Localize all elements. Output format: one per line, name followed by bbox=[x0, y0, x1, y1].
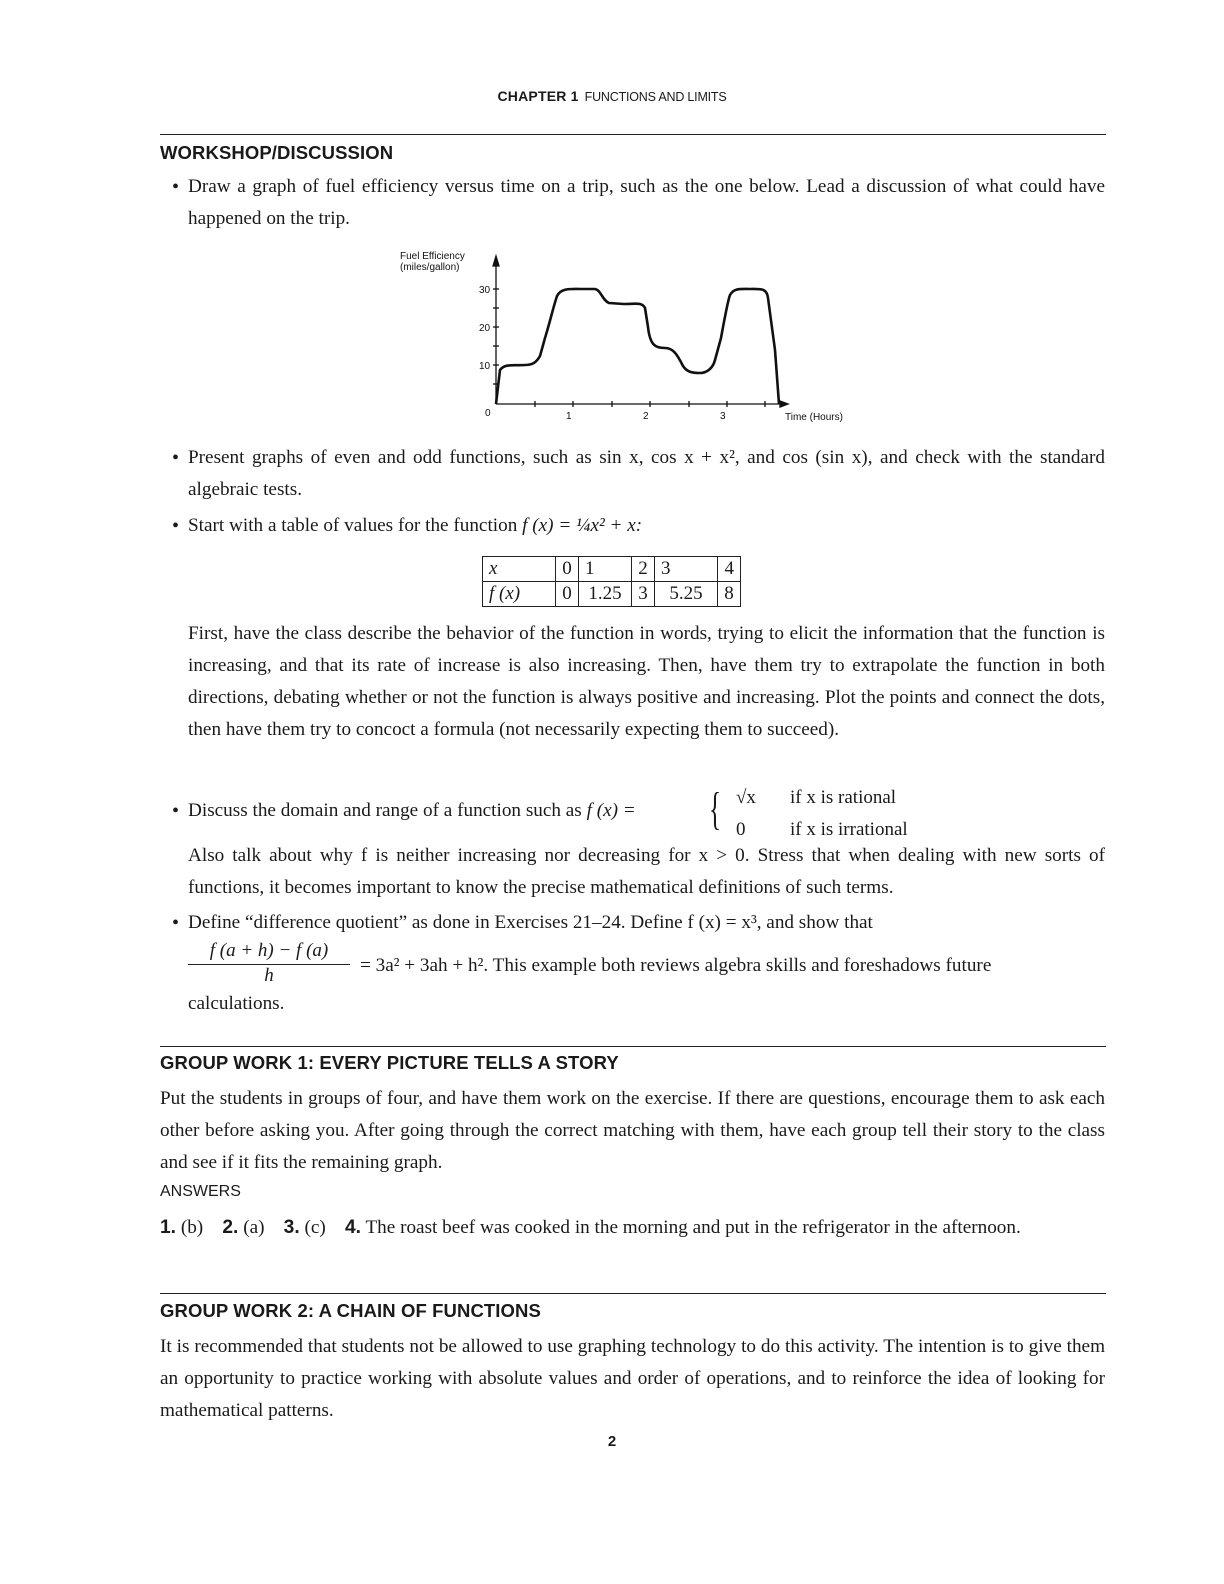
answers-list: 1. (b) 2. (a) 3. (c) 4. The roast beef was cooked in the morning and put in the refrigerator in the afternoon. bbox=[160, 1217, 1021, 1238]
table-cell: 4 bbox=[718, 557, 741, 582]
fraction-denominator: h bbox=[264, 965, 274, 986]
values-table bbox=[482, 556, 741, 607]
svg-text:20: 20 bbox=[479, 323, 491, 334]
table-row bbox=[483, 582, 741, 607]
group-work-1-body: Put the students in groups of four, and have them work on the exercise. If there are questions, encourage them to ask each other before asking you. After going through the correct matching with them, have each group tell their story to the class and see if it fits the remaining graph. bbox=[160, 1088, 1105, 1173]
chart-labels bbox=[400, 251, 843, 423]
table-cell: 0 bbox=[556, 582, 579, 607]
piecewise-fx: f (x) = bbox=[586, 800, 636, 821]
answers-label: ANSWERS bbox=[160, 1183, 241, 1200]
chart-axes bbox=[493, 256, 788, 407]
running-header bbox=[0, 88, 1224, 104]
piecewise-case: 0 if x is irrational bbox=[736, 819, 908, 840]
table-cell: 5.25 bbox=[655, 582, 718, 607]
page-number: 2 bbox=[607, 1433, 617, 1450]
difference-quotient-result: = 3a² + 3ah + h². This example both reviews algebra skills and foreshadows future bbox=[360, 955, 992, 976]
difference-quotient-fraction bbox=[188, 940, 350, 987]
chapter-title: FUNCTIONS AND LIMITS bbox=[584, 90, 727, 104]
svg-text:1: 1 bbox=[566, 411, 572, 422]
difference-quotient-end: calculations. bbox=[188, 993, 285, 1014]
bullet-domain-range bbox=[188, 795, 718, 827]
svg-text:30: 30 bbox=[479, 285, 491, 296]
svg-text:3: 3 bbox=[720, 411, 726, 422]
piecewise-cases bbox=[736, 782, 908, 846]
svg-text:Time (Hours): Time (Hours) bbox=[785, 412, 843, 423]
table-cell: 3 bbox=[632, 582, 655, 607]
table-cell: 1 bbox=[579, 557, 632, 582]
section-heading-workshop: WORKSHOP/DISCUSSION bbox=[160, 142, 394, 163]
section-rule bbox=[160, 134, 1106, 135]
table-cell: 3 bbox=[655, 557, 718, 582]
paragraph-increasing: Also talk about why f is neither increasing nor decreasing for x > 0. Stress that when dealing with new sorts of functions, it becomes important to know the precise mathematical definitions of such terms. bbox=[188, 845, 1105, 898]
row-header: x bbox=[483, 557, 556, 582]
table-cell: 8 bbox=[718, 582, 741, 607]
section-rule bbox=[160, 1293, 1106, 1294]
fuel-efficiency-chart bbox=[395, 250, 865, 430]
bullet-difference-quotient: • Define “difference quotient” as done in Exercises 21–24. Define f (x) = x³, and show that bbox=[188, 907, 1105, 939]
table-cell: 0 bbox=[556, 557, 579, 582]
row-header: f (x) bbox=[483, 582, 556, 607]
bullet-even-odd: • Present graphs of even and odd functions, such as sin x, cos x + x², and cos (sin x), and check with the standard algebraic tests. bbox=[188, 442, 1105, 506]
section-rule bbox=[160, 1046, 1106, 1047]
section-heading-group-work-2: GROUP WORK 2: A CHAIN OF FUNCTIONS bbox=[160, 1300, 541, 1321]
section-heading-group-work-1: GROUP WORK 1: EVERY PICTURE TELLS A STORY bbox=[160, 1052, 619, 1073]
svg-text:0: 0 bbox=[485, 408, 491, 419]
svg-text:(miles/gallon): (miles/gallon) bbox=[400, 262, 460, 273]
function-formula: f (x) = ¼x² + x: bbox=[522, 515, 643, 536]
paragraph-table-discussion: First, have the class describe the behavior of the function in words, trying to elicit the information that the function is increasing, and that its rate of increase is also increasing. Then, have them try to extrapolate the function in both directions, debating whether or not the function is always positive and increasing. Plot the points and connect the dots, then have them try to concoct a formula (not necessarily expecting them to succeed). bbox=[188, 623, 1105, 740]
table-cell: 2 bbox=[632, 557, 655, 582]
piecewise-brace: { bbox=[709, 783, 722, 834]
svg-text:10: 10 bbox=[479, 361, 491, 372]
svg-text:2: 2 bbox=[643, 411, 649, 422]
fraction-numerator: f (a + h) − f (a) bbox=[188, 940, 350, 965]
bullet-domain-prefix: Discuss the domain and range of a function such as bbox=[188, 800, 587, 821]
bullet-table-values bbox=[188, 510, 1105, 542]
group-work-2-body: It is recommended that students not be allowed to use graphing technology to do this activity. The intention is to give them an opportunity to practice working with absolute values and order of operations, and to reinforce the idea of looking for mathematical patterns. bbox=[160, 1336, 1105, 1421]
table-row bbox=[483, 557, 741, 582]
table-cell: 1.25 bbox=[579, 582, 632, 607]
bullet-fuel-efficiency: • Draw a graph of fuel efficiency versus time on a trip, such as the one below. Lead a discussion of what could have happened on the trip. bbox=[188, 171, 1105, 235]
bullet-table-prefix: Start with a table of values for the function bbox=[188, 515, 523, 536]
svg-text:Fuel Efficiency: Fuel Efficiency bbox=[400, 251, 465, 262]
piecewise-case: √x if x is rational bbox=[736, 787, 897, 808]
fuel-efficiency-line bbox=[496, 289, 779, 404]
chapter-label: CHAPTER 1 bbox=[497, 88, 579, 104]
